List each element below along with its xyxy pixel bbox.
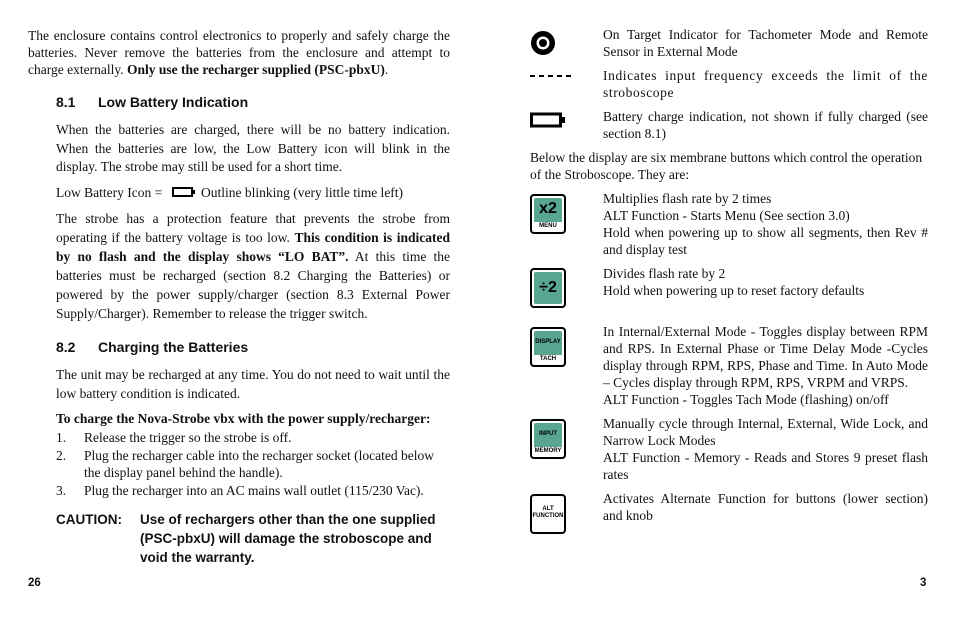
button-top-label — [532, 506, 564, 520]
button-desc-line: ALT Function - Memory - Reads and Stores 9 preset flash rates — [603, 450, 928, 482]
step-number: 3. — [56, 482, 67, 498]
button-desc-line: Manually cycle through Internal, External, Wide Lock, and Narrow Lock Modes — [603, 416, 928, 448]
x2-menu-button-icon[interactable] — [530, 194, 566, 234]
battery-outline-icon — [530, 112, 566, 128]
step-number: 2. — [56, 447, 67, 463]
caution-label: CAUTION: — [56, 512, 122, 527]
button-description — [603, 415, 928, 483]
intro-text: The enclosure contains control electronics to properly and safely charge the batteries. Never remove the batteries from the enclosure and attempt to charge externally. — [28, 28, 450, 77]
list-item — [56, 447, 450, 482]
button-description — [603, 265, 928, 308]
intro-end: . — [384, 62, 389, 77]
low-battery-icon — [172, 186, 196, 198]
button-row — [530, 415, 928, 483]
low-battery-icon-line — [56, 184, 450, 201]
button-strip-label: MEMORY — [534, 448, 562, 454]
button-desc-line: Activates Alternate Function for buttons (lower section) and knob — [603, 491, 928, 523]
alt-label: ALT — [542, 506, 554, 512]
button-row — [530, 490, 928, 534]
button-strip-label: MENU — [533, 222, 563, 231]
button-desc-line: Hold when powering up to reset factory defaults — [603, 283, 865, 298]
indicator-description: On Target Indicator for Tachometer Mode and Remote Sensor in External Mode — [603, 27, 928, 59]
buttons-intro: Below the display are six membrane buttons which control the operation of the Stroboscope. They are: — [530, 150, 923, 182]
low-battery-paragraph: When the batteries are charged, there will be no battery indication. When the batteries are low, the Low Battery icon will blink in the display. The strobe may still be used for a short time. — [56, 122, 450, 174]
button-top-label: INPUT — [539, 431, 557, 437]
display-tach-button-icon[interactable] — [530, 327, 566, 367]
indicator-description: Indicates input frequency exceeds the limit of the stroboscope — [603, 68, 928, 100]
protection-text-a: The strobe has a protection feature that prevents the strobe from operating if the battery voltage is too low. — [56, 211, 450, 245]
step-text: Release the trigger so the strobe is off. — [84, 430, 292, 445]
alt-function-button-icon[interactable] — [530, 494, 566, 534]
button-desc-line: ALT Function - Toggles Tach Mode (flashing) on/off — [603, 392, 889, 407]
button-description — [603, 490, 928, 534]
page-number-right: 3 — [920, 577, 927, 589]
indicator-row — [530, 26, 928, 60]
step-text: Plug the recharger into an AC mains wall outlet (115/230 Vac). — [84, 482, 424, 498]
icon-line-prefix: Low Battery Icon = — [56, 185, 166, 200]
caution-text: Use of rechargers other than the one supplied (PSC-pbxU) will damage the stroboscope and void the warranty. — [140, 512, 436, 565]
intro-paragraph — [28, 27, 450, 78]
button-desc-line: Divides flash rate by 2 — [603, 266, 726, 281]
list-item — [56, 429, 450, 447]
button-row — [530, 190, 928, 258]
intro-bold-text: Only use the recharger supplied (PSC-pbxU) — [126, 62, 385, 77]
button-description — [603, 323, 928, 408]
indicator-row — [530, 67, 928, 101]
protection-bold-text: This condition is indicated by no flash and the display shows “LO BAT”. — [56, 229, 450, 264]
section-number: 8.1 — [56, 94, 76, 110]
step-number: 1. — [56, 430, 67, 445]
protection-paragraph — [56, 210, 450, 323]
button-strip-label: TACH — [533, 355, 563, 364]
button-row — [530, 265, 928, 308]
on-target-icon — [530, 30, 556, 56]
section-title: Low Battery Indication — [98, 94, 249, 110]
section-8-2-heading — [56, 338, 248, 356]
dash-line-icon — [530, 74, 572, 78]
button-desc-line: Multiplies flash rate by 2 times — [603, 191, 772, 206]
button-top-label: DISPLAY — [535, 339, 561, 345]
recharge-paragraph: The unit may be recharged at any time. You do not need to wait until the low battery condition is indicated. — [56, 367, 450, 401]
charge-instructions-heading: To charge the Nova-Strobe vbx with the power supply/recharger: — [56, 411, 431, 426]
protection-text-b: At this time the batteries must be recharged (section 8.2 Charging the Batteries) or powered by the power supply/charger (section 8.3 External Power Supply/Charger). Remember to release the trigger switch. — [56, 248, 450, 321]
page-number-left: 26 — [28, 577, 41, 589]
button-row — [530, 323, 928, 408]
caution-note — [56, 510, 450, 567]
function-label: FUNCTION — [532, 513, 564, 519]
button-desc-line: ALT Function - Starts Menu (See section 3.0) — [603, 208, 850, 223]
button-desc-line: In Internal/External Mode - Toggles display between RPM and RPS. In External Phase or Time Delay Mode -Cycles display through RPM, RPS, Phase and Time. In Auto Mode – Cycles display through RPM, RPS, VRPM and VRPS. — [603, 324, 928, 390]
button-face-label: x2 — [539, 200, 557, 217]
section-number: 8.2 — [56, 339, 76, 355]
section-title: Charging the Batteries — [98, 339, 249, 355]
input-memory-button-icon[interactable] — [530, 419, 566, 459]
icon-line-suffix: Outline blinking (very little time left) — [200, 185, 404, 200]
indicator-description: Battery charge indication, not shown if fully charged (see section 8.1) — [603, 109, 928, 141]
list-item — [56, 482, 450, 500]
charging-steps-list — [56, 429, 450, 499]
indicator-row — [530, 108, 928, 142]
button-description — [603, 190, 928, 258]
section-8-1-heading — [56, 93, 248, 111]
divide2-button-icon[interactable] — [530, 268, 566, 308]
button-desc-line: Hold when powering up to show all segments, then Rev # and display test — [603, 225, 928, 257]
button-face-label: ÷2 — [539, 279, 557, 296]
step-text: Plug the recharger cable into the recharger socket (located below the display panel behind the handle). — [84, 447, 434, 480]
